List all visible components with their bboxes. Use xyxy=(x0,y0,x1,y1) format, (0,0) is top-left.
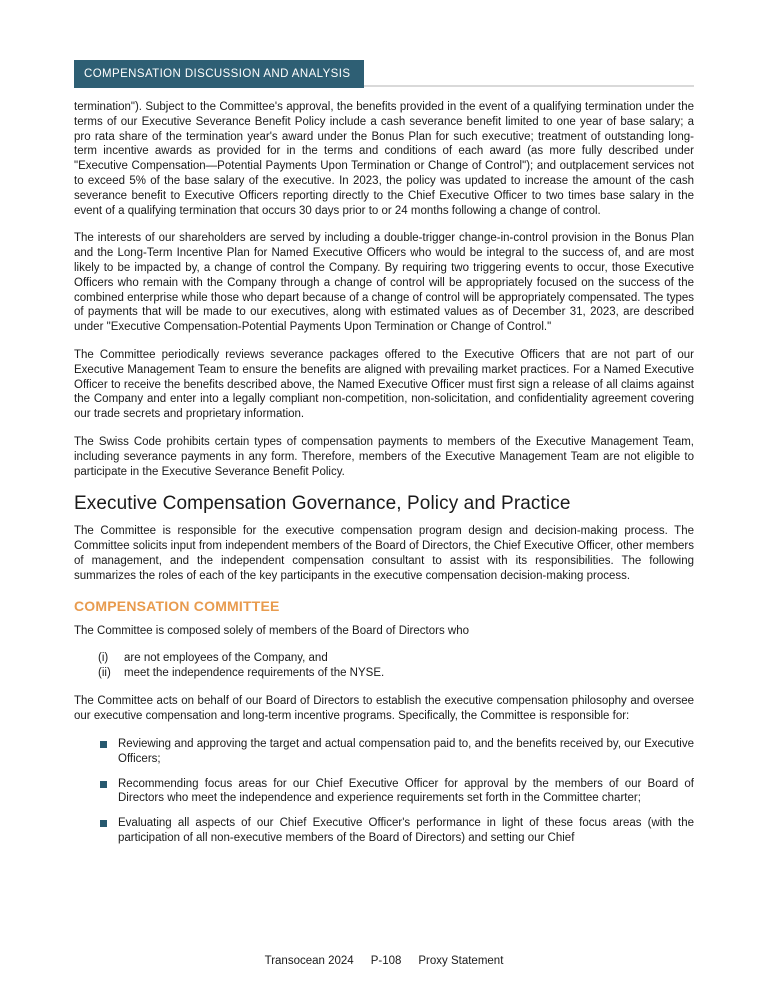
page-footer xyxy=(0,955,768,967)
list-item xyxy=(98,651,694,666)
square-bullet-icon xyxy=(100,741,107,748)
heading-compensation-committee: COMPENSATION COMMITTEE xyxy=(74,597,280,614)
paragraph-shareholder-interests: The interests of our shareholders are served by including a double-trigger change-in-control provision in the Bonus Plan and the Long-Term Incentive Plan for Named Executive Officers who would be integral to the success of, and are most likely to be impacted by, a change of control the Company. By requiring two triggering events to occur, those Executive Officers who remain with the Company through a change of control will be appropriately focused on the success of the combined enterprise while those who depart because of a change of control will be appropriately compensated. The types of payments that will be made to our executives, along with estimated values as of December 31, 2023, are described under "Executive Compensation-Potential Payments Upon Termination or Change of Control." xyxy=(74,232,694,334)
list-item-text: are not employees of the Company, and xyxy=(124,652,328,665)
paragraph-committee-composition: The Committee is composed solely of members of the Board of Directors who xyxy=(74,624,469,637)
heading-governance-policy-practice: Executive Compensation Governance, Policy and Practice xyxy=(74,493,571,515)
paragraph-committee-acts: The Committee acts on behalf of our Board of Directors to establish the executive compensation philosophy and oversee our executive compensation and long-term incentive programs. Specifically, the Committee is responsible for: xyxy=(74,695,694,723)
bullet-text: Recommending focus areas for our Chief Executive Officer for approval by the members of our Board of Directors who meet the independence and experience requirements set forth in the Committee charter; xyxy=(118,777,694,805)
list-item-label: (ii) xyxy=(98,667,111,680)
paragraph-swiss-code: The Swiss Code prohibits certain types of compensation payments to members of the Executive Management Team, including severance payments in any form. Therefore, members of the Executive Management Team are not eligible to participate in the Executive Severance Benefit Policy. xyxy=(74,435,694,478)
bullet-item xyxy=(100,777,694,807)
footer-page-number: P-108 xyxy=(370,955,402,967)
footer-company: Transocean 2024 xyxy=(264,955,354,967)
list-item-text: meet the independence requirements of the NYSE. xyxy=(124,667,385,680)
paragraph-termination-policy: termination"). Subject to the Committee's approval, the benefits provided in the event of a qualifying termination under the terms of our Executive Severance Benefit Policy include a cash severance benefit limited to one year of base salary; a pro rata share of the termination year's award under the Bonus Plan for such executive; treatment of outstanding long-term incentive awards as provided for in the terms and conditions of each award (as more fully described under "Executive Compensation—Potential Payments Upon Termination or Change of Control"); and outplacement services not to exceed 5% of the base salary of the executive. In 2023, the policy was updated to increase the amount of the cash severance benefit to Executive Officers reporting directly to the Chief Executive Officer to two times base salary in the event of a qualifying termination that occurs 30 days prior to or 24 months following a change of control. xyxy=(74,101,694,217)
banner-rule xyxy=(364,85,694,87)
section-banner-row xyxy=(74,60,694,88)
list-item-label: (i) xyxy=(98,652,109,665)
paragraph-severance-review: The Committee periodically reviews severance packages offered to the Executive Officers that are not part of our Executive Management Team to ensure the benefits are aligned with prevailing market practices. For a Named Executive Officer to receive the benefits described above, the Named Executive Officer must first sign a release of all claims against the Company and enter into a legally compliant non-competition, non-solicitation, and confidentiality agreement covering our trade secrets and proprietary information. xyxy=(74,348,694,421)
paragraph-governance-lead: The Committee is responsible for the executive compensation program design and decision-making process. The Committee solicits input from independent members of the Board of Directors, the Chief Executive Officer, other members of management, and the independent compensation consultant to assist with its responsibilities. The following summarizes the roles of each of the key participants in the executive compensation decision-making process. xyxy=(74,525,694,582)
bullet-text: Reviewing and approving the target and actual compensation paid to, and the benefits received by, our Executive Officers; xyxy=(118,737,694,765)
footer-document-type: Proxy Statement xyxy=(418,955,504,967)
responsibilities-bullet-list xyxy=(74,737,694,846)
bullet-item xyxy=(100,816,694,846)
bullet-text: Evaluating all aspects of our Chief Executive Officer's performance in light of these focus areas (with the participation of all non-executive members of the Board of Directors) and setting our Chief xyxy=(118,817,694,844)
square-bullet-icon xyxy=(100,820,107,827)
roman-numeral-list xyxy=(98,651,694,681)
square-bullet-icon xyxy=(100,781,107,788)
bullet-item xyxy=(100,737,694,767)
list-item xyxy=(98,666,694,681)
section-banner: COMPENSATION DISCUSSION AND ANALYSIS xyxy=(74,60,364,88)
